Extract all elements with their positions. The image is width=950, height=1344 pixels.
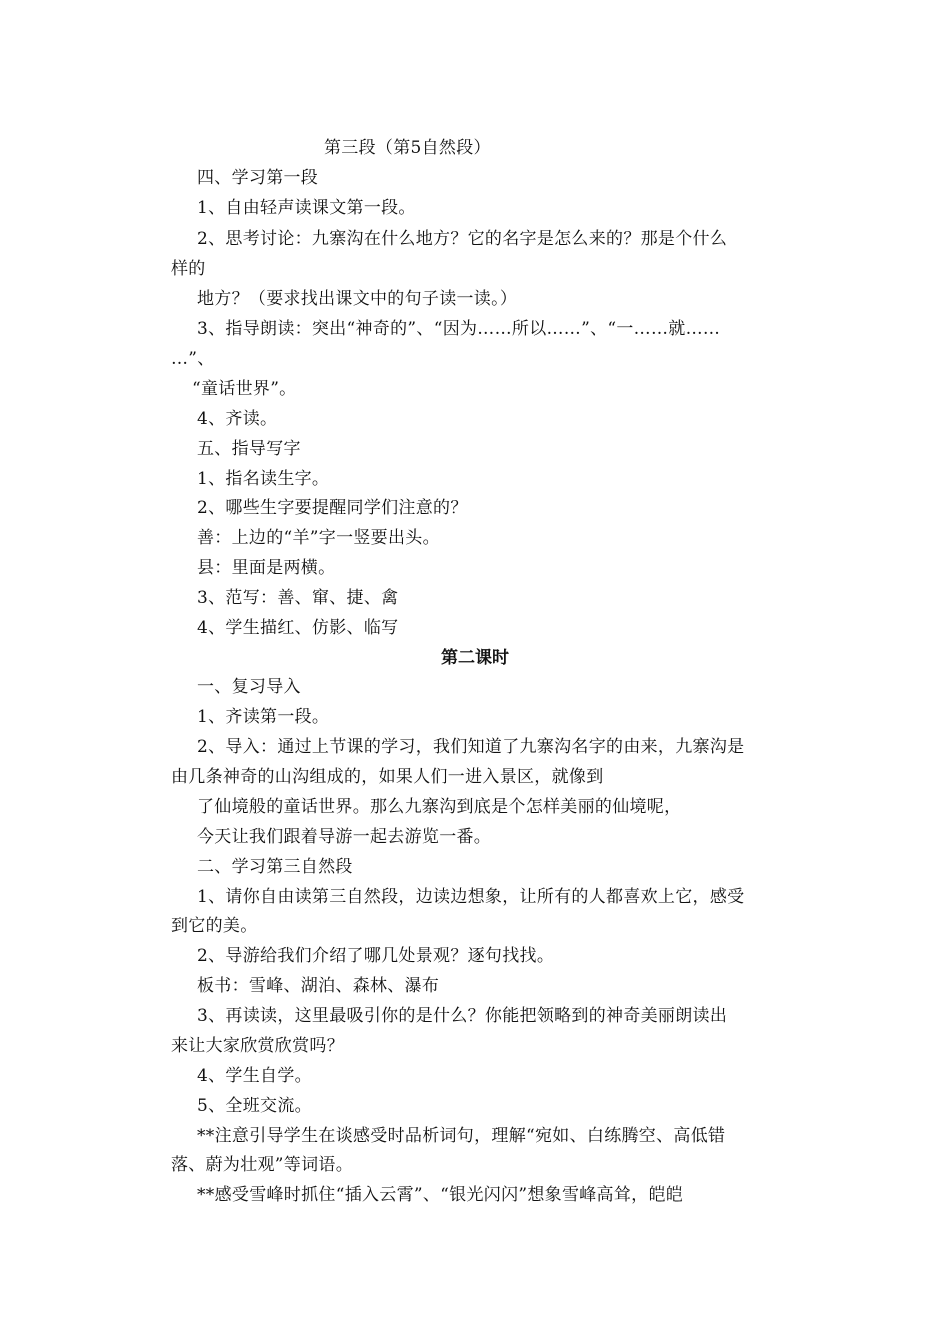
text-line: 到它的美。 <box>171 916 258 936</box>
lesson-two-heading: 第二课时 <box>441 648 509 668</box>
section-label-third-paragraph: 第三段（第5自然段） <box>324 138 491 158</box>
text-line: 1、齐读第一段。 <box>197 707 330 727</box>
text-line: 1、指名读生字。 <box>197 469 330 489</box>
text-line: **注意引导学生在谈感受时品析词句，理解“宛如、白练腾空、高低错 <box>197 1126 726 1146</box>
heading-review: 一、复习导入 <box>197 677 301 697</box>
text-line: 2、思考讨论：九寨沟在什么地方？它的名字是怎么来的？那是个什么 <box>197 229 728 249</box>
text-line: 善：上边的“羊”字一竖要出头。 <box>197 528 440 548</box>
text-line: 4、学生描红、仿影、临写 <box>197 618 399 638</box>
text-line: **感受雪峰时抓住“插入云霄”、“银光闪闪”想象雪峰高耸，皑皑 <box>197 1185 684 1205</box>
text-line: 板书：雪峰、湖泊、森林、瀑布 <box>197 976 440 996</box>
text-line: 了仙境般的童话世界。那么九寨沟到底是个怎样美丽的仙境呢， <box>197 797 682 817</box>
text-line: 4、齐读。 <box>197 409 278 429</box>
heading-guide-writing: 五、指导写字 <box>197 439 301 459</box>
heading-study-third-paragraph: 二、学习第三自然段 <box>197 857 353 877</box>
text-line: “童话世界”。 <box>192 379 297 399</box>
text-line: 县：里面是两横。 <box>197 558 336 578</box>
text-line: 3、再读读，这里最吸引你的是什么？你能把领略到的神奇美丽朗读出 <box>197 1006 728 1026</box>
text-line: 1、请你自由读第三自然段，边读边想象，让所有的人都喜欢上它，感受 <box>197 887 745 907</box>
text-line: 地方？（要求找出课文中的句子读一读。） <box>197 289 518 309</box>
text-line: …”、 <box>171 349 215 369</box>
text-line: 来让大家欣赏欣赏吗？ <box>171 1036 344 1056</box>
text-line: 2、导游给我们介绍了哪几处景观？逐句找找。 <box>197 946 555 966</box>
text-line: 落、蔚为壮观”等词语。 <box>171 1155 353 1175</box>
text-line: 2、导入：通过上节课的学习，我们知道了九寨沟名字的由来，九寨沟是 <box>197 737 745 757</box>
text-line: 今天让我们跟着导游一起去游览一番。 <box>197 827 492 847</box>
text-line: 3、范写：善、窜、捷、禽 <box>197 588 399 608</box>
text-line: 5、全班交流。 <box>197 1096 312 1116</box>
text-line: 2、哪些生字要提醒同学们注意的？ <box>197 498 468 518</box>
heading-study-first-paragraph: 四、学习第一段 <box>197 168 319 188</box>
text-line: 由几条神奇的山沟组成的，如果人们一进入景区，就像到 <box>171 767 604 787</box>
text-line: 1、自由轻声读课文第一段。 <box>197 198 416 218</box>
text-line: 样的 <box>171 259 206 279</box>
text-line: 3、指导朗读：突出“神奇的”、“因为……所以……”、“一……就…… <box>197 319 721 339</box>
text-line: 4、学生自学。 <box>197 1066 312 1086</box>
